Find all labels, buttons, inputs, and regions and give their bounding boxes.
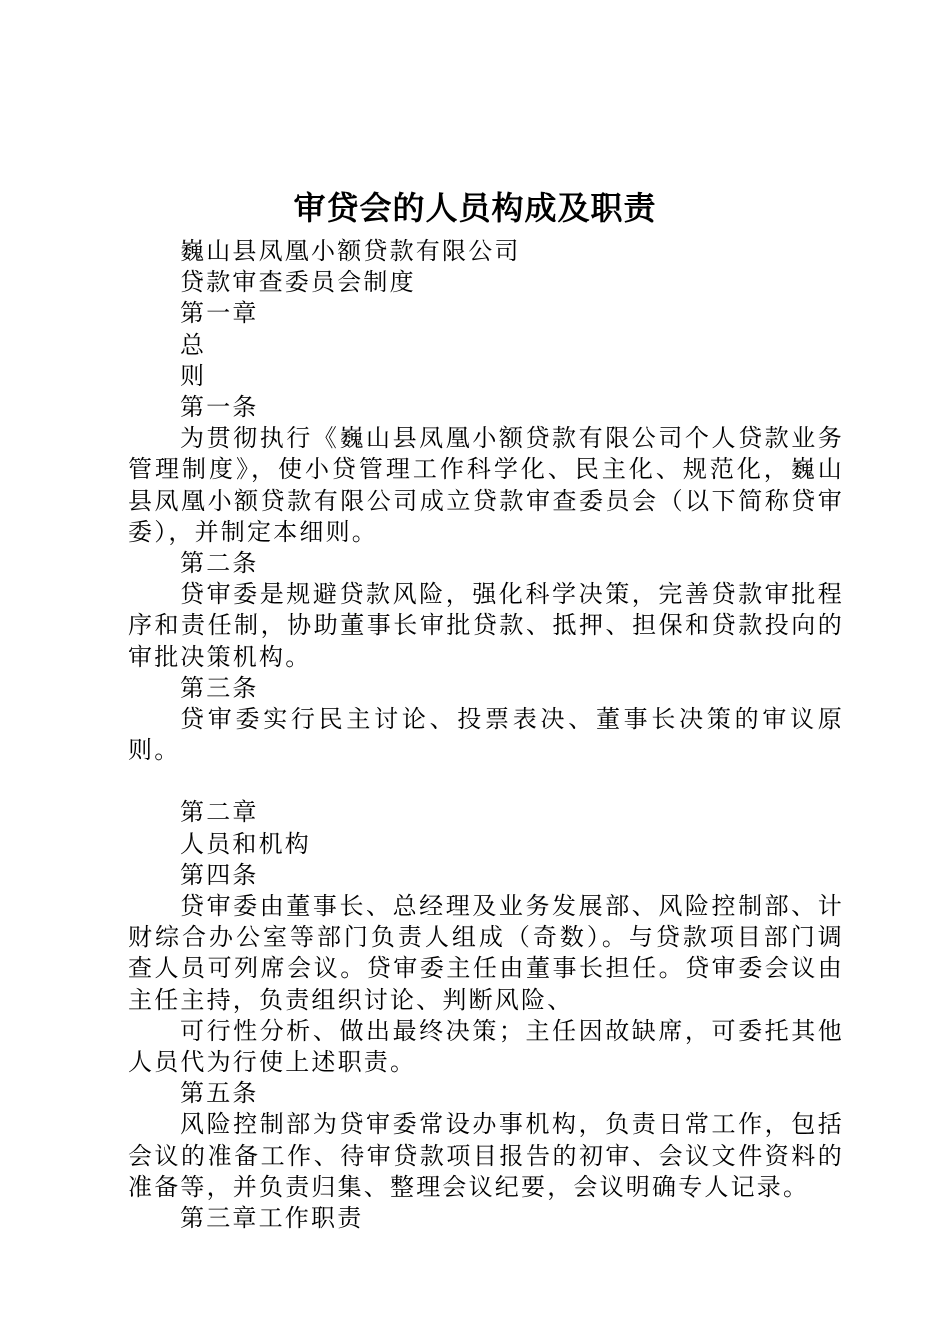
chapter-1-title-part-2: 则 <box>180 361 207 390</box>
article-3-text: 贷审委实行民主讨论、投票表决、董事长决策的审议原则。 <box>128 705 844 765</box>
chapter-2-title: 人员和机构 <box>180 829 311 858</box>
article-4-heading: 第四条 <box>180 860 259 889</box>
document-title: 审贷会的人员构成及职责 <box>293 189 657 227</box>
article-5-heading: 第五条 <box>180 1079 259 1108</box>
chapter-2-heading: 第二章 <box>180 798 259 827</box>
chapter-1-heading: 第一章 <box>180 299 259 328</box>
chapter-1-title-part-1: 总 <box>180 330 207 359</box>
article-4-text: 贷审委由董事长、总经理及业务发展部、风险控制部、计财综合办公室等部门负责人组成（奇数）。与贷款项目部门调查人员可列席会议。贷审委主任由董事长担任。贷审委会议由主任主持，负责组织讨论、判断风险、 <box>128 892 844 1014</box>
article-3-heading: 第三条 <box>180 673 259 702</box>
article-5-text: 风险控制部为贷审委常设办事机构，负责日常工作，包括会议的准备工作、待审贷款项目报告的初审、会议文件资料的准备等，并负责归集、整理会议纪要，会议明确专人记录。 <box>128 1110 844 1201</box>
article-1-heading: 第一条 <box>180 393 259 422</box>
article-4-text-continued: 可行性分析、做出最终决策；主任因故缺席，可委托其他人员代为行使上述职责。 <box>128 1016 844 1077</box>
paragraph-gap <box>128 766 844 797</box>
regulation-name: 贷款审查委员会制度 <box>180 268 416 297</box>
document-body <box>128 236 844 1234</box>
company-name: 巍山县凤凰小额贷款有限公司 <box>180 237 521 265</box>
chapter-3-heading: 第三章工作职责 <box>180 1204 364 1233</box>
article-2-heading: 第二条 <box>180 549 259 578</box>
article-2-text: 贷审委是规避贷款风险，强化科学决策，完善贷款审批程序和责任制，协助董事长审批贷款、抵押、担保和贷款投向的审批决策机构。 <box>128 580 844 671</box>
article-1-text: 为贯彻执行《巍山县凤凰小额贷款有限公司个人贷款业务管理制度》，使小贷管理工作科学化、民主化、规范化，巍山县凤凰小额贷款有限公司成立贷款审查委员会（以下简称贷审委），并制定本细则。 <box>128 424 844 546</box>
